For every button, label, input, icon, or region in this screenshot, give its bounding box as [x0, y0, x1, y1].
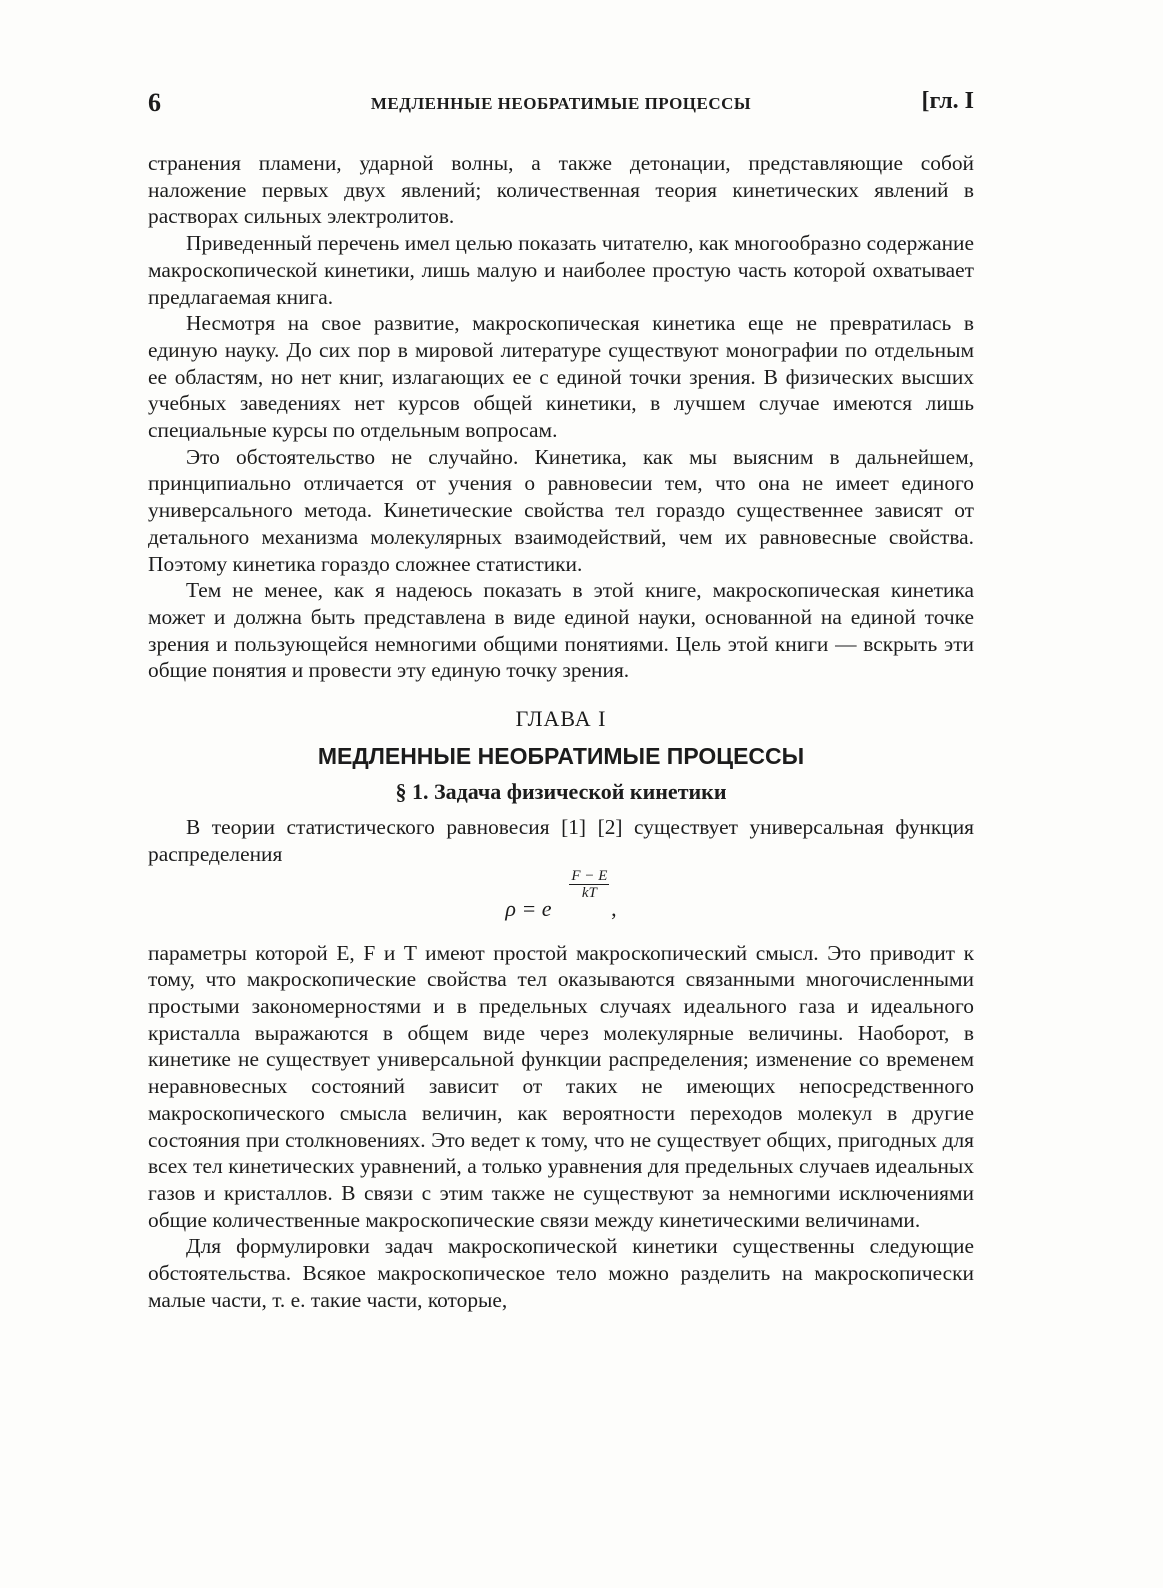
paragraph: Несмотря на свое развитие, макроскопическая кинетика еще не превратилась в единую науку. До сих пор в мировой литературе существуют монографии по отдельным ее областям, но нет книг, излагающих ее с единой точки зрения. В физических высших учебных заведениях нет курсов общей кинетики, в лучшем случае имеются лишь специальные курсы по отдельным вопросам. [148, 311, 974, 443]
page-body [148, 150, 974, 1313]
paragraph: странения пламени, ударной волны, а также детонации, представляющие собой наложение первых двух явлений; количественная теория кинетических явлений в растворах сильных электролитов. [148, 151, 974, 229]
formula-expression [505, 867, 617, 923]
paragraph: параметры которой E, F и T имеют простой макроскопический смысл. Это приводит к тому, что макроскопические свойства тел оказываются связанными многочисленными простыми закономерностями и в предельных случаях идеального газа и идеального кристалла выражаются в общем виде через молекулярные величины. Наоборот, в кинетике не существует универсальной функции распределения; изменение со временем неравновесных состояний зависит от таких не имеющих непосредственного макроскопического смысла величин, как вероятности переходов молекул в другие состояния при столкновениях. Это ведет к тому, что не существует общих, пригодных для всех тел кинетических уравнений, а только уравнения для предельных случаев идеальных газов и кристаллов. В связи с этим также не существуют за немногими исключениями общие количественные макроскопические связи между кинетическими величинами. [148, 940, 974, 1232]
paragraph: В теории статистического равновесия [1] [2] существует универсальная функция распределения [148, 815, 974, 866]
page-number: 6 [148, 88, 161, 117]
exponent-numerator: F − E [571, 867, 608, 884]
formula-comma: , [611, 895, 617, 921]
formula-lhs: ρ = e [505, 895, 552, 921]
running-header [148, 88, 974, 124]
paragraph: Для формулировки задач макроскопической кинетики существенны следующие обстоятельства. Всякое макроскопическое тело можно разделить на макроскопически малые части, т. е. такие части, которые, [148, 1234, 974, 1312]
paragraph: Приведенный перечень имел целью показать читателю, как многообразно содержание макроскопической кинетики, лишь малую и наиболее простую часть которой охватывает предлагаемая книга. [148, 231, 974, 309]
paragraph: Это обстоятельство не случайно. Кинетика, как мы выясним в дальнейшем, принципиально отличается от учения о равновесии тем, что она не имеет единого универсального метода. Кинетические свойства тел гораздо существеннее зависят от детального механизма молекулярных взаимодействий, чем их равновесные свойства. Поэтому кинетика гораздо сложнее статистики. [148, 444, 974, 576]
exponent-denominator: kT [581, 884, 597, 901]
formula-exponent [569, 868, 609, 901]
chapter-title: МЕДЛЕННЫЕ НЕОБРАТИМЫЕ ПРОЦЕССЫ [317, 742, 805, 769]
section-title: § 1. Задача физической кинетики [395, 779, 727, 805]
running-title: МЕДЛЕННЫЕ НЕОБРАТИМЫЕ ПРОЦЕССЫ [370, 94, 752, 113]
chapter-label: ГЛАВА I [515, 706, 607, 732]
paragraph: Тем не менее, как я надеюсь показать в этой книге, макроскопическая кинетика может и должна быть представлена в виде единой науки, основанной на единой точке зрения и пользующейся немногими общими понятиями. Цель этой книги — вскрыть эти общие понятия и провести эту единую точку зрения. [148, 578, 974, 683]
distribution-formula [148, 867, 974, 932]
chapter-reference: [гл. I [921, 88, 974, 114]
